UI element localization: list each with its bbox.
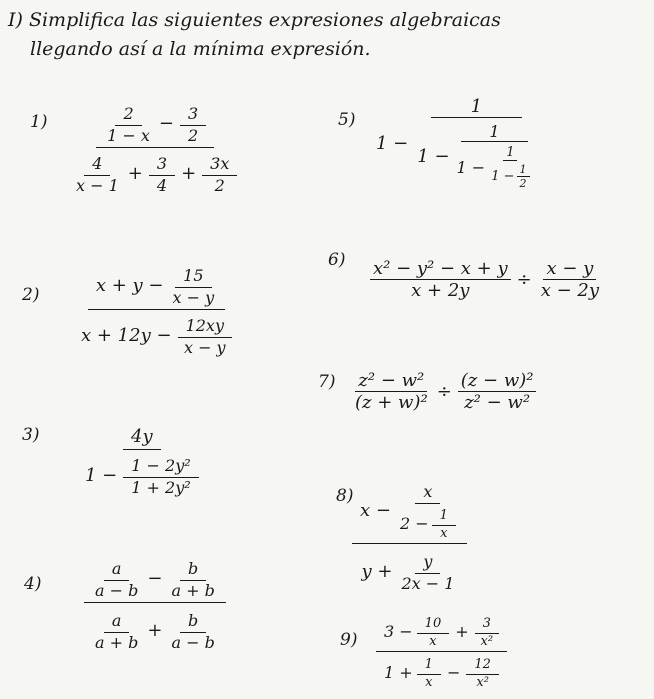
problem-1-expression — [70, 100, 240, 195]
problem-7-expression — [352, 370, 536, 413]
p4-minus: − — [147, 568, 163, 589]
p9-j: x² — [476, 675, 489, 690]
p5-b: 1 — [431, 96, 522, 118]
problem-2-expression — [78, 262, 235, 357]
problem-1-number: 1) — [30, 112, 48, 132]
p1-num-d: 2 — [188, 126, 199, 145]
problem-6-expression — [370, 258, 602, 301]
p5-e: 1 − — [456, 158, 486, 177]
p4-plus: + — [147, 620, 163, 641]
p9-g: 1 — [417, 655, 441, 675]
p2-num-a: x + y − — [95, 275, 164, 296]
problem-5-number: 5) — [338, 110, 356, 130]
p6-den-b: x + 2y — [411, 280, 470, 301]
p5-c: 1 − — [417, 145, 450, 167]
p1-plus-2: + — [181, 163, 197, 184]
problem-6-number: 6) — [328, 250, 346, 270]
p4-num-a: a — [104, 557, 130, 581]
p1-den-f: x − 1 — [76, 176, 119, 195]
problem-5-expression — [376, 96, 539, 190]
p4-num-c: b — [180, 557, 206, 581]
p8-g: y — [415, 550, 440, 574]
p9-d: 3 — [475, 614, 499, 634]
p1-minus: − — [158, 113, 175, 134]
problem-8-expression — [352, 478, 467, 593]
p7-num-c: (z − w)² — [458, 370, 537, 392]
p5-i: 2 — [519, 177, 527, 190]
p8-e: x — [440, 526, 448, 541]
p1-plus-1: + — [127, 163, 143, 184]
p3-den-one-minus: 1 − — [85, 465, 118, 486]
instructions-line-1: I) Simplifica las siguientes expresiones algebraicas — [8, 9, 501, 31]
p3-den-c: 1 − 2y² — [123, 454, 198, 478]
problem-4-expression — [84, 555, 226, 652]
p2-den-d: x + 12y − — [81, 325, 172, 346]
instructions — [8, 6, 501, 65]
p1-num-b: 1 − x — [107, 126, 150, 145]
p4-den-g: b — [180, 609, 206, 633]
p4-num-b: a − b — [95, 581, 139, 600]
p1-den-j: 2 — [214, 176, 225, 195]
p5-a: 1 − — [376, 132, 409, 154]
p7-num-a: z² − w² — [355, 370, 427, 392]
p9-b: 10 — [417, 614, 450, 634]
p2-num-b: 15 — [175, 264, 211, 288]
p9-e: x² — [480, 634, 494, 649]
p8-h: 2x − 1 — [401, 574, 455, 593]
p2-den-e: 12xy — [178, 314, 232, 338]
p5-h: 1 — [517, 163, 530, 177]
instructions-line-2: llegando así a la mínima expresión. — [30, 38, 371, 61]
p8-a: x − — [360, 500, 391, 521]
p8-d: 1 — [432, 506, 456, 526]
p9-plus: + — [455, 622, 469, 641]
p1-den-e: 4 — [84, 152, 110, 176]
p7-den-b: (z + w)² — [355, 392, 428, 413]
problem-9-number: 9) — [340, 630, 358, 650]
p1-num-a: 2 — [115, 102, 141, 126]
p5-g: 1 − — [491, 169, 515, 184]
p7-div: ÷ — [436, 381, 452, 402]
p4-den-f: a + b — [95, 633, 139, 652]
p8-f: y + — [361, 561, 393, 582]
problem-4-number: 4) — [24, 574, 42, 594]
p5-f: 1 — [503, 145, 517, 161]
p6-div: ÷ — [516, 269, 532, 290]
p6-num-a: x² − y² − x + y — [370, 258, 511, 280]
p2-den-f: x − y — [183, 338, 226, 357]
p9-minus: − — [446, 663, 461, 682]
p5-d: 1 — [461, 122, 527, 142]
p1-num-c: 3 — [180, 102, 206, 126]
p9-f: 1 + — [384, 663, 413, 682]
p2-num-c: x − y — [172, 288, 215, 307]
problem-7-number: 7) — [318, 372, 336, 392]
p9-a: 3 − — [384, 622, 413, 641]
p4-num-d: a + b — [171, 581, 215, 600]
p9-c: x — [429, 634, 437, 649]
p6-den-d: x − 2y — [540, 280, 600, 301]
p1-den-h: 4 — [156, 176, 168, 195]
p3-den-d: 1 + 2y² — [131, 478, 191, 497]
p7-den-d: z² − w² — [464, 392, 531, 413]
p9-h: x — [425, 675, 433, 690]
p4-den-e: a — [104, 609, 130, 633]
problem-8-number: 8) — [336, 486, 354, 506]
p3-num: 4y — [131, 426, 153, 447]
problem-3-number: 3) — [22, 425, 40, 445]
p6-num-c: x − y — [543, 258, 596, 280]
p9-i: 12 — [466, 655, 499, 675]
p8-b: x — [415, 480, 440, 504]
problem-3-expression — [82, 424, 202, 497]
problem-9-expression — [376, 612, 507, 690]
p8-c: 2 − — [399, 514, 429, 533]
p1-den-g: 3 — [149, 152, 175, 176]
p1-den-i: 3x — [202, 152, 237, 176]
problem-2-number: 2) — [22, 285, 40, 305]
p4-den-h: a − b — [171, 633, 215, 652]
